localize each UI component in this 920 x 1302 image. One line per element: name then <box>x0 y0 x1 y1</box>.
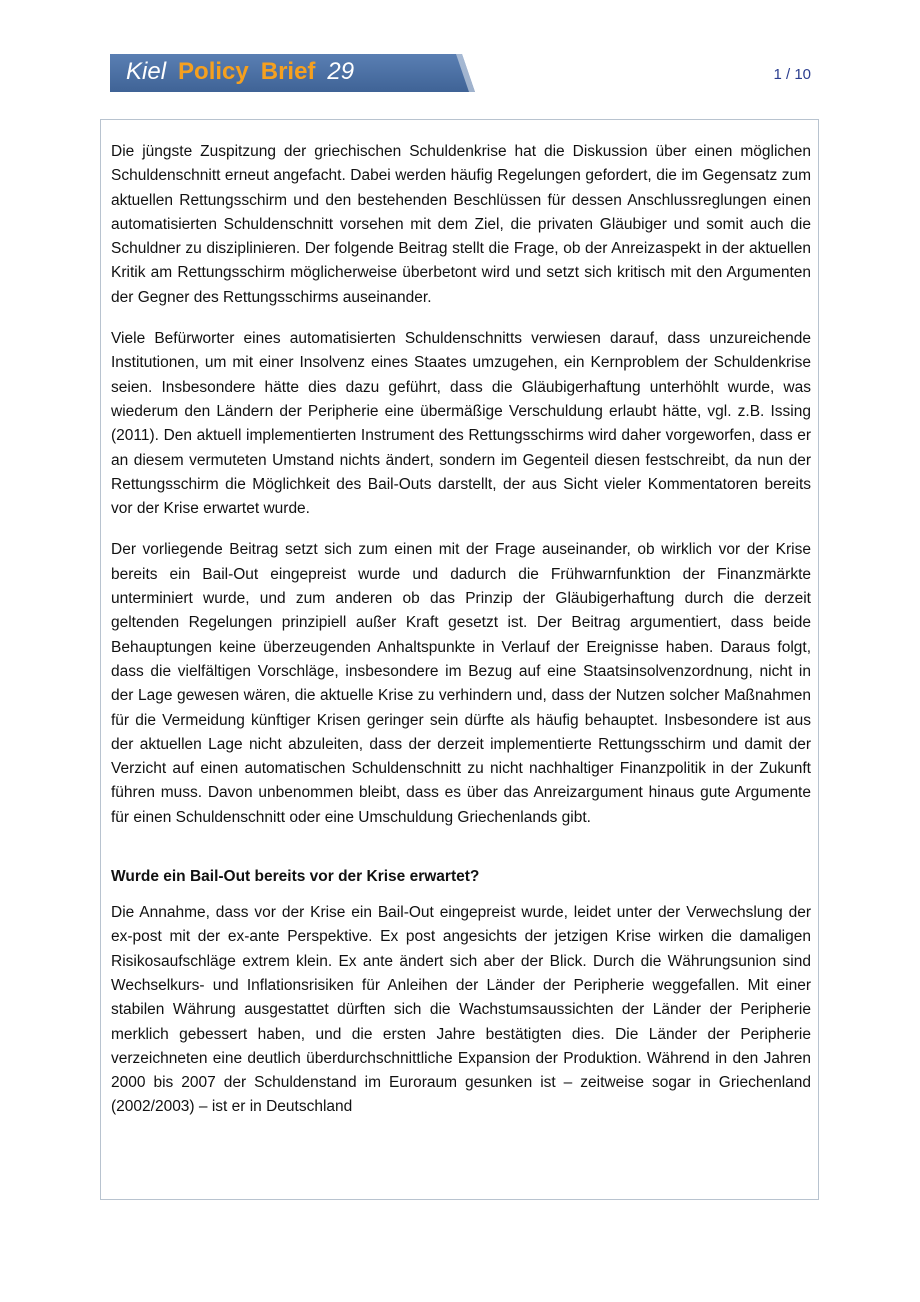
publication-banner <box>110 54 475 92</box>
section-heading: Wurde ein Bail-Out bereits vor der Krise erwartet? <box>111 868 480 886</box>
paragraph-section: Die Annahme, dass vor der Krise ein Bail-Out eingepreist wurde, leidet unter der Verwechslung der ex-post mit der ex-ante Perspektive. Ex post angesichts der jetzigen Krise wirken die damaligen Risikosaufschläge extrem klein. Ex ante ändert sich aber der Blick. Durch die Währungsunion sind Wechselkurs- und Inflationsrisiken für Anleihen der Länder der Peripherie weggefallen. Mit einer stabilen Währung ausgestattet dürften sich die Wachstumsaussichten der Länder der Peripherie merklich gebessert haben, und die ersten Jahre bestätigten dies. Die Länder der Peripherie verzeichneten eine deutlich überdurchschnittliche Expansion der Produktion. Während in den Jahren 2000 bis 2007 der Schuldenstand im Euroraum gesunken ist – zeitweise sogar in Griechenland (2002/2003) – ist er in Deutschland <box>111 904 811 1116</box>
brand-number: 29 <box>327 58 355 85</box>
paragraph-argument: Der vorliegende Beitrag setzt sich zum einen mit der Frage auseinander, ob wirklich vor der Krise bereits ein Bail-Out eingepreist wurde und dadurch die Frühwarnfunktion der Finanzmärkte unterminiert wurde, und zum anderen ob das Prinzip der Gläubigerhaftung durch die derzeit geltenden Regelungen prinzipiell außer Kraft gesetzt ist. Der Beitrag argumentiert, dass beide Behauptungen keine überzeugenden Anhaltspunkte in Verlauf der Ereignisse haben. Daraus folgt, dass die vielfältigen Vorschläge, insbesondere im Bezug auf eine Staatsinsolvenzordnung, nicht in der Lage gewesen wären, die aktuelle Krise zu verhindern und, dass der Nutzen solcher Maßnahmen für die Vermeidung künftiger Krisen geringer sein dürfte als häufig behauptet. Insbesondere ist aus der aktuellen Lage nicht abzuleiten, dass der derzeit implementierte Rettungsschirm und damit der Verzicht auf einen automatischen Schuldenschnitt zu nicht nachhaltiger Finanzpolitik in der Zukunft führen muss. Davon unbenommen bleibt, dass es über das Anreizargument hinaus gute Argumente für einen Schuldenschnitt oder eine Umschuldung Griechenlands gibt. <box>111 541 811 826</box>
brand-brief: Brief <box>260 58 316 85</box>
paragraph-advocates: Viele Befürworter eines automatisierten Schuldenschnitts verwiesen darauf, dass unzureichende Institutionen, um mit einer Insolvenz eines Staates umzugehen, ein Kernproblem der Schuldenkrise seien. Insbesondere hätte dies dazu geführt, dass die Gläubigerhaftung unterhöhlt wurde, was wiederum den Ländern der Peripherie eine übermäßige Verschuldung erlaubt hätte, vgl. z.B. Issing (2011). Den aktuell implementierten Instrument des Rettungsschirms wird daher vorgeworfen, dass er an diesem vermuteten Umstand nichts ändert, sondern im Gegenteil diesen festschreibt, da nun der Rettungsschirm die Möglichkeit des Bail-Outs darstellt, der aus Sicht vieler Kommentatoren bereits vor der Krise erwartet wurde. <box>111 330 811 518</box>
banner-title <box>126 57 366 87</box>
brand-policy: Policy <box>178 58 249 85</box>
paragraph-intro: Die jüngste Zuspitzung der griechischen Schuldenkrise hat die Diskussion über einen möglichen Schuldenschnitt erneut angefacht. Dabei werden häufig Regelungen gefordert, die im Gegensatz zum aktuellen Rettungsschirm und den bestehenden Beschlüssen für dessen Anschlussreglungen einen automatisierten Schuldenschnitt vorsehen mit dem Ziel, die privaten Gläubiger und somit auch die Schuldner zu disziplinieren. Der folgende Beitrag stellt die Frage, ob der Anreizaspekt in der aktuellen Kritik am Rettungsschirm möglicherweise überbetont wird und setzt sich kritisch mit den Argumenten der Gegner des Rettungsschirms auseinander. <box>111 143 811 306</box>
content-frame <box>100 119 819 1200</box>
article-body <box>111 140 811 1137</box>
brand-kiel: Kiel <box>126 58 167 85</box>
page-indicator: 1 / 10 <box>773 66 811 83</box>
